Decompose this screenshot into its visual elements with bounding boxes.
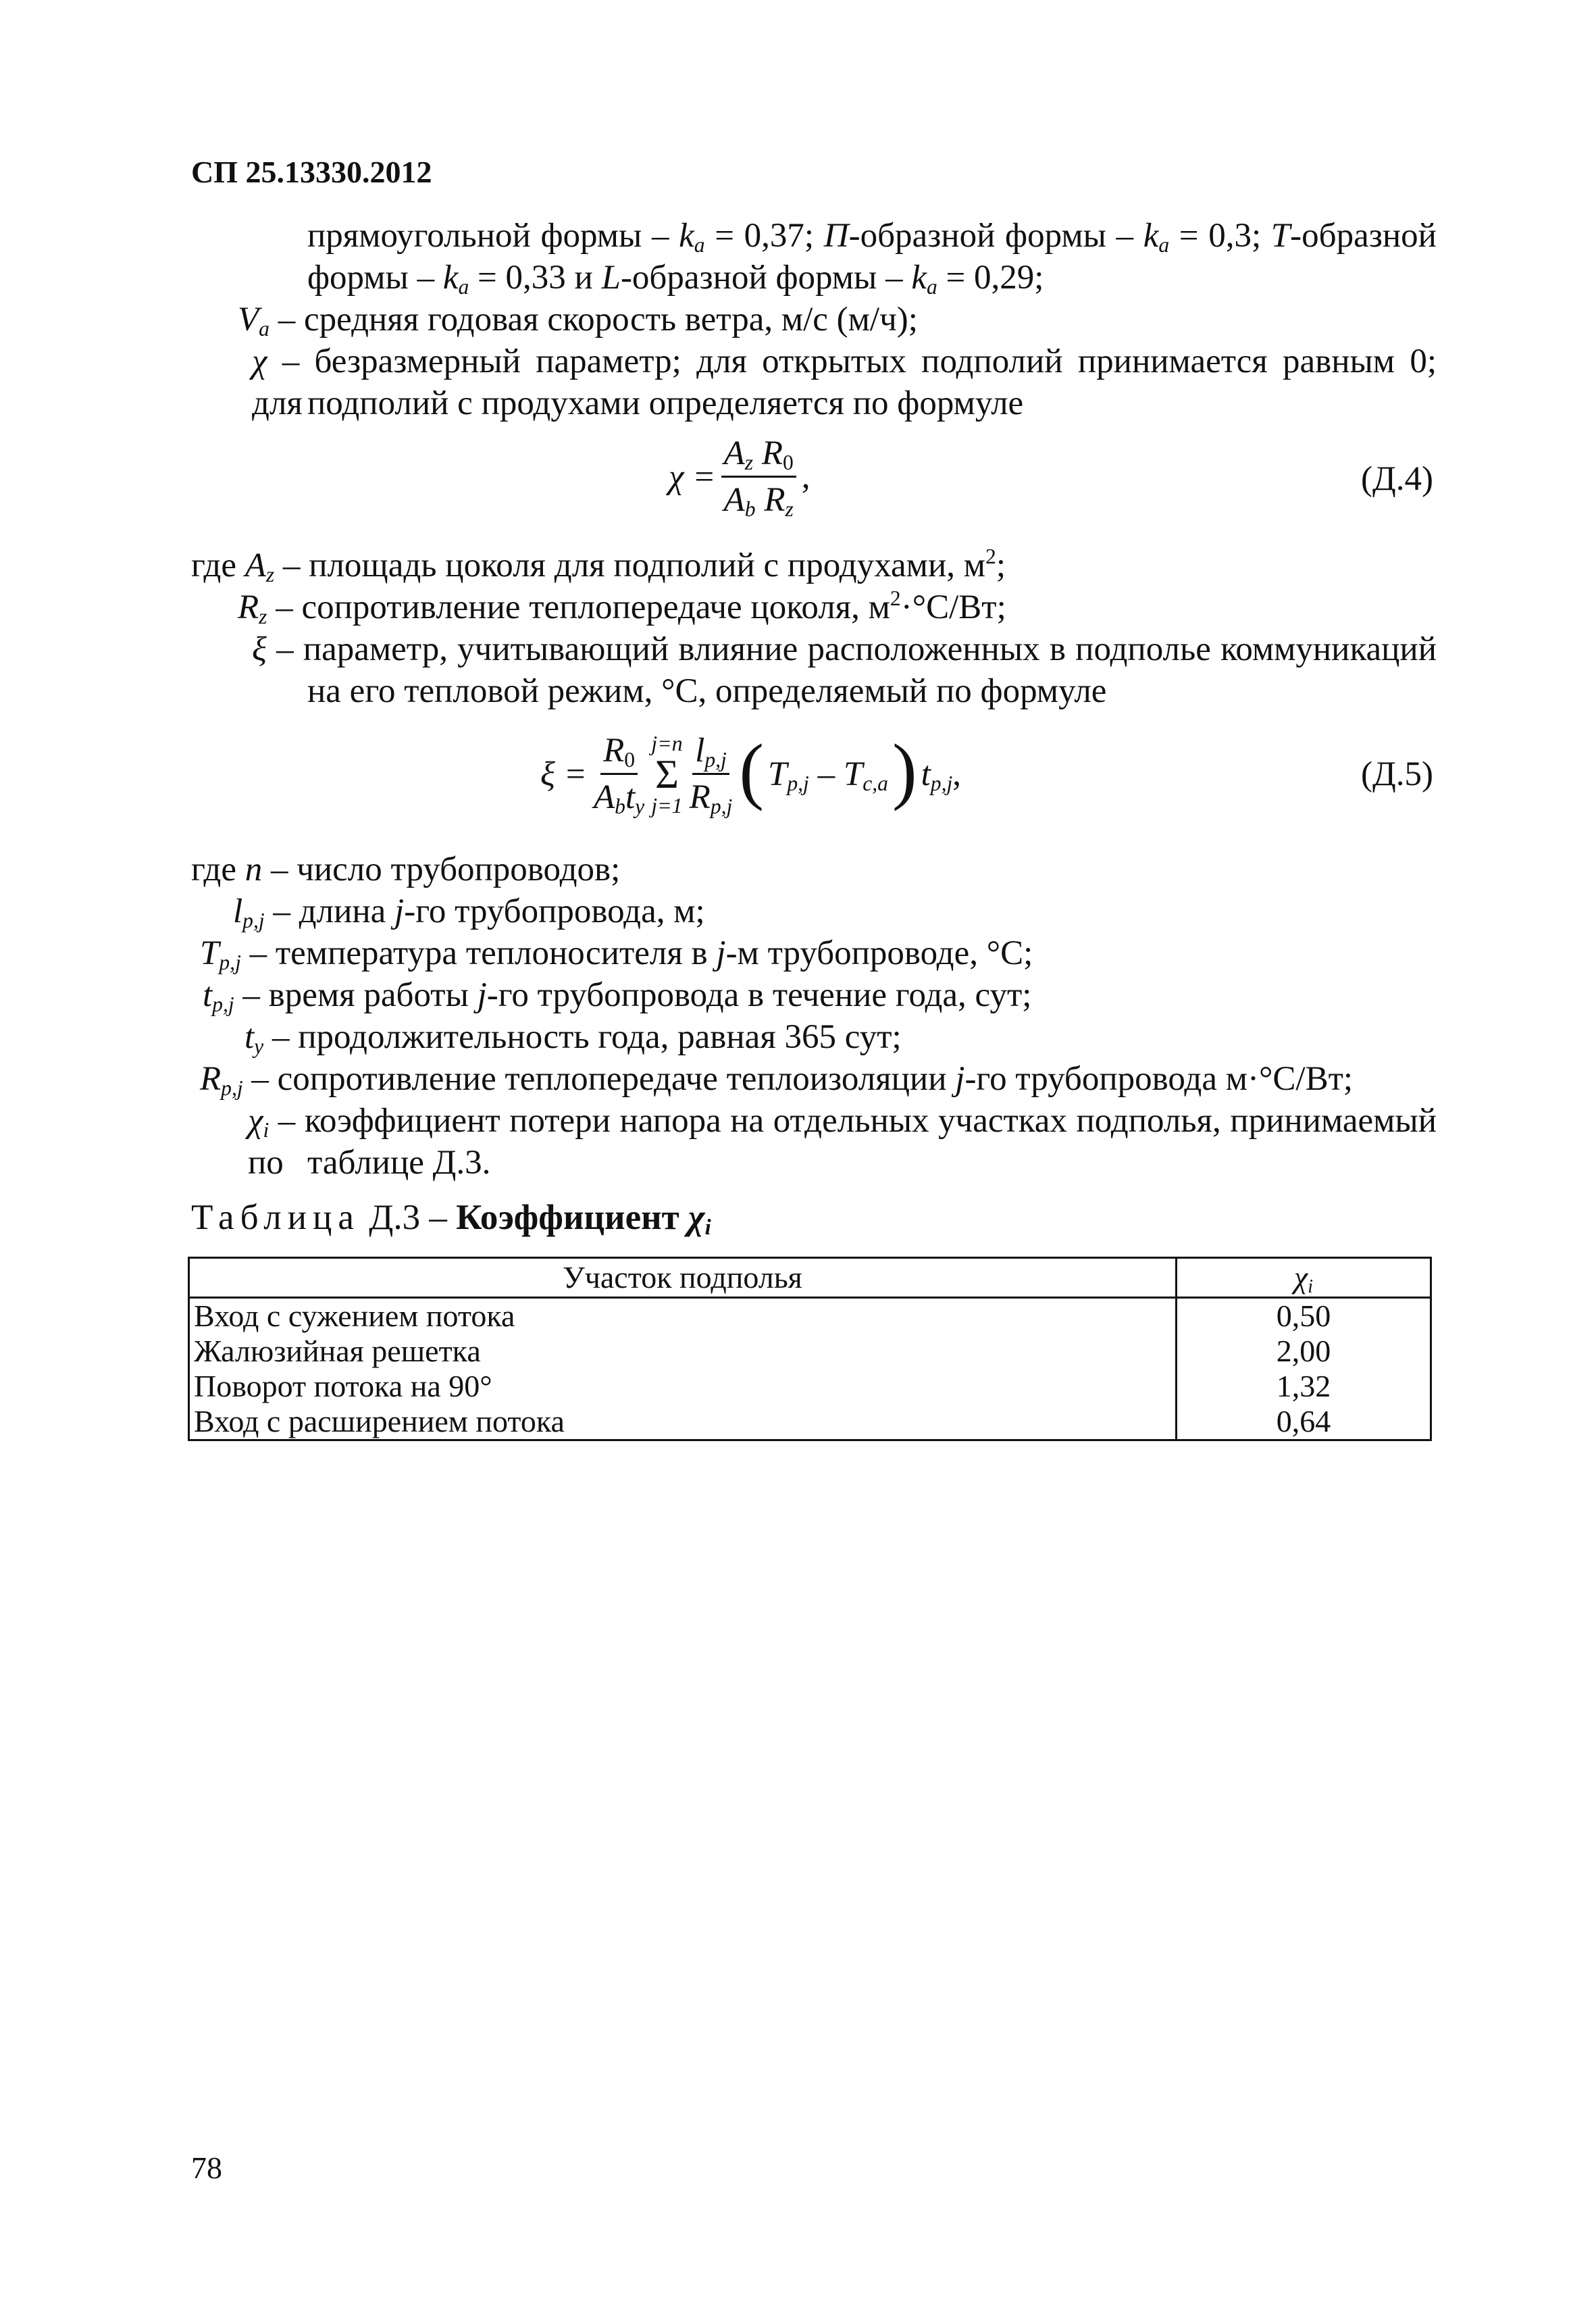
table-row [189,1334,1431,1369]
definition-chi-i: $\chi_i$ – коэффициент потери напора на отдельных участках подполья, принимаемый по [248,1102,1437,1182]
fraction: $\frac{R_0}{A_bt_y}$ [591,730,647,818]
table-cell-value: 2,00 [1177,1334,1431,1369]
formula-d4: χ = $\frac{A_z R_0}{A_b R_z}$ , [669,432,810,521]
formula-number-d4: (Д.4) [1361,460,1434,498]
table-cell-value: 0,50 [1177,1298,1431,1334]
definition-ty: $t_y$ – продолжительность года, равная 365 сут; [244,1018,902,1058]
definition-chi-i-cont: таблице Д.3. [307,1144,491,1182]
definition-xi-cont: на его тепловой режим, °С, определяемый по формуле [307,672,1107,710]
column-header-section: Участок подполья [189,1258,1177,1298]
formula-d5: ξ = $\frac{R_0}{A_bt_y}$ j=n Σ j=1 $\frac{l_{p,j}}{R_{p,j}}$ ( $T_{p,j} - T_{c,a}$ ) $t_{p,j}$, [540,728,962,818]
table-cell-value: 0,64 [1177,1404,1431,1440]
table-header-row [189,1258,1431,1298]
definition-az: где $A_z$ – площадь цоколя для подполий с продухами, $м^2$; [191,545,1006,586]
definition-chi: χ – безразмерный параметр; для открытых подполий принимается равным 0; для [252,343,1437,422]
definition-lpj: $l_{p,j}$ – длина j-го трубопровода, м; [233,892,705,932]
document-code-header: СП 25.13330.2012 [191,155,432,189]
definition-tpj-cap: $T_{p,j}$ – температура теплоносителя в j-м трубопроводе, °С; [200,934,1033,974]
page-number: 78 [191,2150,222,2185]
table-cell-name: Поворот потока на 90° [189,1369,1177,1404]
fraction: $\frac{l_{p,j}}{R_{p,j}}$ [687,730,736,818]
definition-tpj: $t_{p,j}$ – время работы j-го трубопровода в течение года, сут; [203,976,1032,1016]
definition-rpj: $R_{p,j}$ – сопротивление теплопередаче теплоизоляции j-го трубопровода м·°С/Вт; [200,1060,1354,1100]
definition-n: где n – число трубопроводов; [191,851,621,888]
table-cell-name: Жалюзийная решетка [189,1334,1177,1369]
definition-rz: $R_z$ – сопротивление теплопередаче цоколя, $м^2\cdot^\circ С/Вт$; [238,586,1006,628]
formula-number-d5: (Д.5) [1361,755,1434,793]
definition-xi: ξ – параметр, учитывающий влияние расположенных в подполье коммуникаций [252,630,1437,668]
coefficient-table [188,1257,1432,1441]
text-line: формы – $k_a = 0,33$ и L-образной формы – $k_a = 0,29$; [307,259,1044,299]
table-cell-value: 1,32 [1177,1369,1431,1404]
table-cell-name: Вход с сужением потока [189,1298,1177,1334]
table-row [189,1369,1431,1404]
fraction: $\frac{A_z R_0}{A_b R_z}$ [721,432,796,521]
table-row [189,1404,1431,1440]
summation: j=n Σ j=1 [651,730,683,818]
table-cell-name: Вход с расширением потока [189,1404,1177,1440]
table-caption: Таблица Д.3 – Коэффициент $\chi_i$ [191,1198,711,1240]
definition-chi-cont: подполий с продухами определяется по формуле [307,384,1024,422]
text-line: прямоугольной формы – $k_a = 0,37$; П-образной формы – $k_a = 0,3$; Т-образной [307,217,1437,257]
column-header-chi: $\chi_i$ [1177,1258,1431,1298]
table-row [189,1298,1431,1334]
definition-va: $V_a$ – средняя годовая скорость ветра, м/с (м/ч); [238,301,918,341]
